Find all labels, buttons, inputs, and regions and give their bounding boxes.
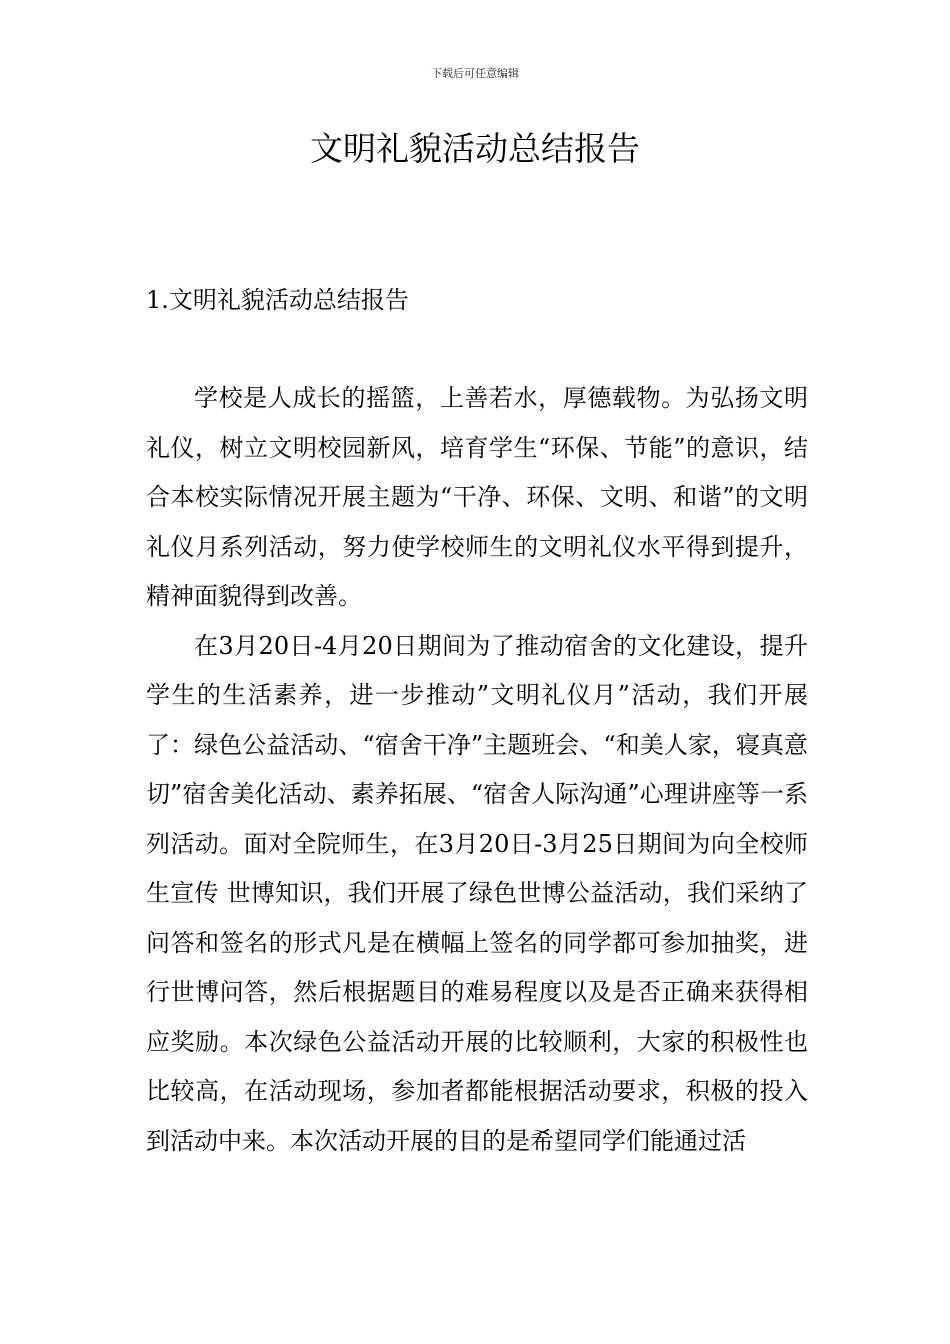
document-body <box>146 374 808 1166</box>
header-note: 下载后可任意编辑 <box>431 67 519 80</box>
document-title: 文明礼貌活动总结报告 <box>310 129 640 168</box>
body-paragraph-1: 学校是人成长的摇篮，上善若水，厚德载物。为弘扬文明礼仪，树立文明校园新风，培育学生“环保、节能”的意识，结合本校实际情况开展主题为“干净、环保、文明、和谐”的文明礼仪月系列活动，努力使学校师生的文明礼仪水平得到提升，精神面貌得到改善。 <box>146 384 808 610</box>
section-heading: 1.文明礼貌活动总结报告 <box>146 286 409 314</box>
body-paragraph-2: 在3月20日-4月20日期间为了推动宿舍的文化建设，提升学生的生活素养，进一步推动”文明礼仪月”活动，我们开展了：绿色公益活动、“宿舍干净”主题班会、“和美人家，寝真意切”宿舍美化活动、素养拓展、“宿舍人际沟通”心理讲座等一系列活动。面对全院师生，在3月20日-3月25日期间为向全校师生宣传 世博知识，我们开展了绿色世博公益活动，我们采纳了问答和签名的形式凡是在横幅上签名的同学都可参加抽奖，进行世博问答，然后根据题目的难易程度以及是否正确来获得相应奖励。本次绿色公益活动开展的比较顺利，大家的积极性也比较高，在活动现场，参加者都能根据活动要求，积极的投入到活动中来。本次活动开展的目的是希望同学们能通过活 <box>146 631 808 1155</box>
